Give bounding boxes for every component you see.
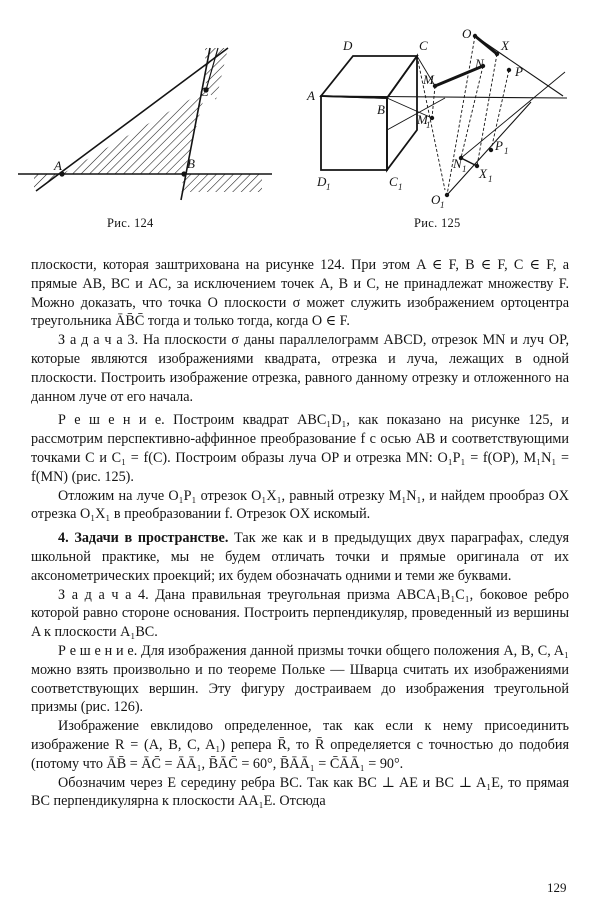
label-m: M xyxy=(423,72,434,87)
point-x xyxy=(495,52,499,56)
paragraph-6: З а д а ч а 4. Дана правильная треугольная призма ABCA₁B₁C₁, боковое ребро которой равно стороне основания. Построить перпендикуляр, проведенный из вершины A к плоскости A₁BC. xyxy=(31,586,569,641)
point-p1 xyxy=(489,148,493,152)
figure-125-caption: Рис. 125 xyxy=(414,216,461,230)
segment-ox xyxy=(475,36,497,54)
label-p: P xyxy=(515,64,523,79)
body-text xyxy=(31,256,569,811)
paragraph-4: Отложим на луче O₁P₁ отрезок O₁X₁, равный отрезку M₁N₁, и найдем прообраз OX отрезка O₁X₁ в преобразовании f. Отрезок OX искомый. xyxy=(31,487,569,523)
label-p1-subscript: 1 xyxy=(504,146,509,156)
label-x1: X xyxy=(479,166,487,181)
paragraph-9: Обозначим через E середину ребра BC. Так как BC ⊥ AE и BC ⊥ A₁E, то прямая BC перпендикулярна к плоскости AA₁E. Отсюда xyxy=(31,774,569,810)
point-o1 xyxy=(445,193,449,197)
label-d1-subscript: 1 xyxy=(326,182,331,192)
label-d1: D xyxy=(317,174,327,189)
label-c: C xyxy=(419,38,428,53)
label-b: B xyxy=(377,102,385,117)
line-n1-x xyxy=(461,72,565,158)
hatched-bottom-right xyxy=(181,174,262,192)
paragraph-3: Р е ш е н и е. Построим квадрат ABC₁D₁, как показано на рисунке 125, и рассмотрим перспективно-аффинное преобразование f с осью AB и соответствующими точками C и C₁ = f(C). Построим образы луча OP и отрезка MN: O₁P₁ = f(OP), M₁N₁ = f(MN) (рис. 125). xyxy=(31,412,569,485)
label-m1-subscript: 1 xyxy=(426,120,431,130)
label-a: A xyxy=(307,88,315,103)
paragraph-8: Изображение евклидово определенное, так как если к нему присоединить изображение R = (A, B, C, A₁) репера R̄, то R̄ определяется с точностью до подобия (потому что ĀB̄ = ĀC̄ = ĀĀ₁, B̄ĀC̄ = 60°, B̄ĀĀ₁ = C̄ĀĀ₁ = 90°. xyxy=(31,718,569,772)
label-o: O xyxy=(462,26,472,41)
label-c1: C xyxy=(389,174,398,189)
label-n1: N xyxy=(453,156,462,171)
label-o1: O xyxy=(431,192,441,207)
label-x: X xyxy=(501,38,509,53)
label-o1-subscript: 1 xyxy=(440,200,445,210)
label-b: B xyxy=(187,156,195,171)
page-number: 129 xyxy=(547,880,567,895)
paragraph-1: плоскости, которая заштрихована на рисунке 124. При этом A ∈ F, B ∈ F, C ∈ F, а прямые AB, BC и AC, за исключением точек A, B и C, не принадлежат множеству F. Можно доказать, что точка O плоскости σ может служить изображением ортоцентра треугольника ĀB̄C̄ тогда и только тогда, когда O ∈ F. xyxy=(31,257,569,330)
figure-124-caption: Рис. 124 xyxy=(107,216,154,230)
label-d: D xyxy=(343,38,353,53)
figure-124-drawing xyxy=(0,0,290,250)
label-x1-subscript: 1 xyxy=(488,174,493,184)
point-o xyxy=(473,34,477,38)
line-m-m1 xyxy=(432,86,435,118)
side-face xyxy=(387,56,417,170)
figure-125-drawing xyxy=(295,0,600,250)
figure-124 xyxy=(0,0,290,250)
line-b-n xyxy=(387,98,445,130)
paragraph-2: З а д а ч а 3. На плоскости σ даны параллелограмм ABCD, отрезок MN и луч OP, которые являются изображениями квадрата, отрезка и луча, лежащих в одной плоскости. Построить изображение отрезка, равного данному отрезку и отложенного на данном луче от его начала. xyxy=(31,332,569,405)
label-a: A xyxy=(54,158,62,173)
paragraph-7: Р е ш е н и е. Для изображения данной призмы точки общего положения A, B, C, A₁ можно взять произвольно и по теореме Польке — Шварца считать их изображениями соответствующих вершин. Эту фигуру достраиваем до изображения треугольной призмы (рис. 126). xyxy=(31,642,569,716)
label-c1-subscript: 1 xyxy=(398,182,403,192)
figure-125 xyxy=(295,0,600,250)
label-p1: P xyxy=(495,138,503,153)
label-n1-subscript: 1 xyxy=(462,164,467,174)
hatched-triangle xyxy=(62,90,206,174)
label-n: N xyxy=(475,56,484,71)
section-heading: 4. Задачи в пространстве. xyxy=(58,530,229,547)
point-b xyxy=(181,171,186,176)
point-p xyxy=(507,68,511,72)
label-c: C xyxy=(200,84,209,99)
paragraph-5 xyxy=(31,529,569,585)
section-text: Так же как и в предыдущих двух параграфах, следуя школьной практике, мы не будем отличать точки и прямые оригинала от их аксонометрических проекций; их будем обозначать одними и теми же буквами. xyxy=(31,530,569,584)
line-n-n1 xyxy=(461,66,483,158)
label-m1: M xyxy=(417,112,428,127)
